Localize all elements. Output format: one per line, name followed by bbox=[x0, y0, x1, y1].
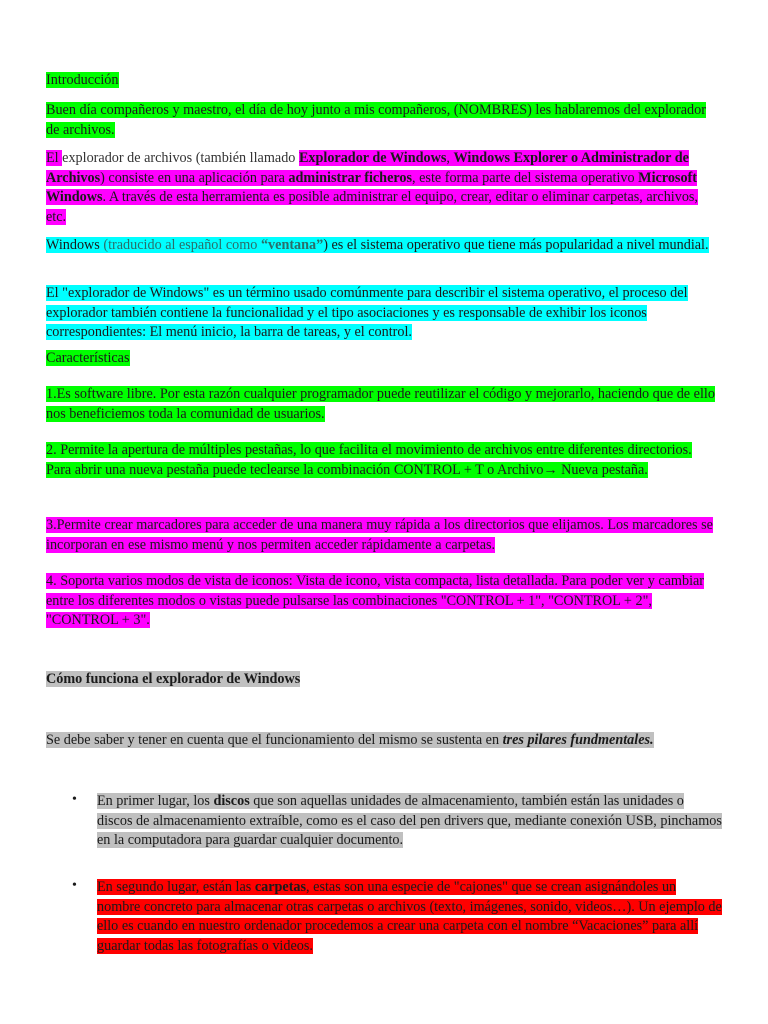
feature-3: 3.Permite crear marcadores para acceder de una manera muy rápida a los directorios que elijamos. Los marcadores se incorporan en ese mismo menú y nos permiten acceder rápidamente a carpetas. bbox=[46, 517, 713, 553]
feature-4: 4. Soporta varios modos de vista de iconos: Vista de icono, vista compacta, lista detallada. Para poder ver y cambiar entre los diferentes modos o vistas puede pulsarse las combinaciones "CONTROL + 1", "CONTROL + 2", "CONTROL + 3". bbox=[46, 573, 705, 628]
features-heading: Características bbox=[46, 350, 130, 366]
list-item-text: En segundo lugar, están las carpetas, estas son una especie de "cajones" que se crean asignándoles un nombre concreto para almacenar otras carpetas o archivos (texto, imágenes, sonido, videos…). Un ejemplo de ello es cuando en nuestro ordenador procedemos a crear una carpeta con el nombre “Vacaciones” para allí guardar todas las fotografías o videos. bbox=[97, 879, 722, 954]
pillars-paragraph: Se debe saber y tener en cuenta que el funcionamiento del mismo se sustenta en tres pilares fundmentales. bbox=[46, 732, 654, 748]
intro-paragraph: Buen día compañeros y maestro, el día de hoy junto a mis compañeros, (NOMBRES) les hablaremos del explorador de archivos. bbox=[46, 102, 706, 138]
intro-heading: Introducción bbox=[46, 72, 119, 88]
bullet-icon: • bbox=[72, 878, 77, 893]
feature-2: 2. Permite la apertura de múltiples pestañas, lo que facilita el movimiento de archivos entre diferentes directorios. Para abrir una nueva pestaña puede teclearse la combinación CONTROL + T o Archivo→ Nueva pestaña. bbox=[46, 442, 692, 478]
definition-paragraph: El explorador de archivos (también llamado Explorador de Windows, Windows Explorer o Administrador de Archivos) consiste en una aplicación para administrar ficheros, este forma parte del sistema operativo Microsoft Windows. A través de esta herramienta es posible administrar el equipo, crear, editar o eliminar carpetas, archivos, etc. bbox=[46, 150, 698, 225]
bullet-icon: • bbox=[72, 792, 77, 807]
list-item-text: En primer lugar, los discos que son aquellas unidades de almacenamiento, también están las unidades o discos de almacenamiento extraíble, como es el caso del pen drivers que, mediante conexión USB, pinchamos en la computadora para guardar cualquier documento. bbox=[97, 793, 722, 848]
explorer-term-paragraph: El "explorador de Windows" es un término usado comúnmente para describir el sistema operativo, el proceso del explorador también contiene la funcionalidad y el tipo asociaciones y es responsable de exhibir los iconos correspondientes: El menú inicio, la barra de tareas, y el control. bbox=[46, 285, 688, 340]
windows-paragraph: Windows (traducido al español como “ventana”) es el sistema operativo que tiene más popularidad a nivel mundial. bbox=[46, 237, 709, 253]
how-it-works-heading: Cómo funciona el explorador de Windows bbox=[46, 671, 301, 687]
feature-1: 1.Es software libre. Por esta razón cualquier programador puede reutilizar el código y mejorarlo, haciendo que de ello nos beneficiemos toda la comunidad de usuarios. bbox=[46, 386, 715, 422]
